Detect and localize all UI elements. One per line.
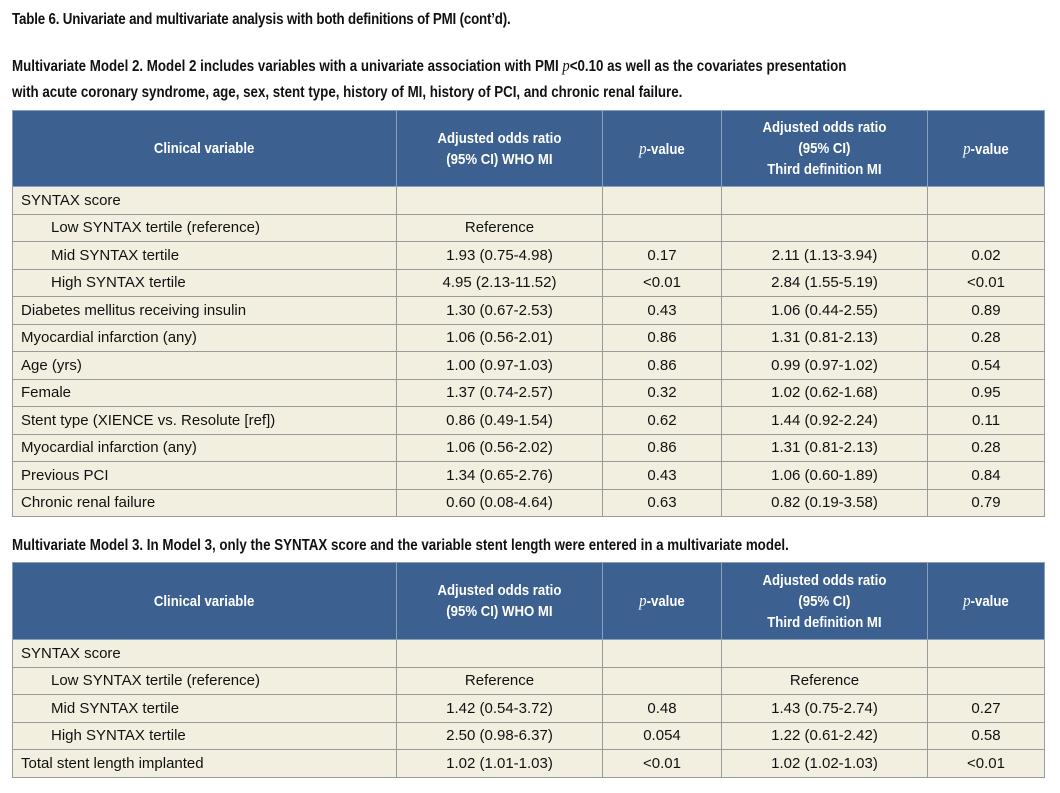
cell-or-who: 1.30 (0.67-2.53): [397, 297, 603, 325]
header-or-third: Adjusted odds ratio (95% CI) Third definition MI: [722, 111, 928, 187]
cell-or-who: [397, 640, 603, 668]
table-row: [13, 640, 1045, 668]
cell-p-third: 0.79: [928, 489, 1045, 517]
cell-p-who: 0.86: [603, 352, 722, 380]
cell-clinical-variable: Female: [13, 379, 397, 407]
cell-or-third: 1.06 (0.44-2.55): [722, 297, 928, 325]
cell-p-who: <0.01: [603, 750, 722, 778]
table-row: [13, 695, 1045, 723]
cell-p-who: 0.43: [603, 462, 722, 490]
model2-caption-part2: <0.10 as well as the covariates presentation: [569, 58, 847, 75]
cell-p-who: [603, 187, 722, 215]
header-clinical-variable: Clinical variable: [13, 111, 397, 187]
cell-clinical-variable: High SYNTAX tertile: [13, 269, 397, 297]
header-p-who: p-value: [603, 563, 722, 640]
table-row: [13, 379, 1045, 407]
table-row: [13, 269, 1045, 297]
cell-or-third: 2.11 (1.13-3.94): [722, 242, 928, 270]
cell-p-who: 0.86: [603, 324, 722, 352]
model2-caption-p: p: [562, 56, 570, 75]
cell-clinical-variable: SYNTAX score: [13, 640, 397, 668]
cell-p-who: 0.62: [603, 407, 722, 435]
model2-table: [12, 110, 1045, 517]
cell-or-who: Reference: [397, 667, 603, 695]
cell-or-who: 1.93 (0.75-4.98): [397, 242, 603, 270]
cell-clinical-variable: Previous PCI: [13, 462, 397, 490]
cell-p-third: 0.11: [928, 407, 1045, 435]
model2-header-row: [13, 111, 1045, 187]
cell-p-third: 0.28: [928, 324, 1045, 352]
table-row: [13, 489, 1045, 517]
cell-or-who: 1.00 (0.97-1.03): [397, 352, 603, 380]
table-row: [13, 187, 1045, 215]
table-row: [13, 242, 1045, 270]
header-clinical-variable: Clinical variable: [13, 563, 397, 640]
cell-p-third: <0.01: [928, 750, 1045, 778]
cell-or-who: 1.06 (0.56-2.02): [397, 434, 603, 462]
cell-p-who: 0.48: [603, 695, 722, 723]
table-row: [13, 462, 1045, 490]
cell-or-third: 0.82 (0.19-3.58): [722, 489, 928, 517]
cell-or-third: 1.02 (1.02-1.03): [722, 750, 928, 778]
header-p-who: p-value: [603, 111, 722, 187]
cell-or-third: 2.84 (1.55-5.19): [722, 269, 928, 297]
cell-or-third: [722, 640, 928, 668]
cell-or-who: Reference: [397, 214, 603, 242]
cell-or-third: 1.43 (0.75-2.74): [722, 695, 928, 723]
cell-or-third: [722, 214, 928, 242]
cell-or-third: Reference: [722, 667, 928, 695]
model3-table-body: [13, 640, 1045, 778]
model2-caption-line1: [12, 53, 846, 80]
cell-p-who: 0.43: [603, 297, 722, 325]
cell-clinical-variable: Chronic renal failure: [13, 489, 397, 517]
cell-p-third: [928, 640, 1045, 668]
cell-clinical-variable: Mid SYNTAX tertile: [13, 242, 397, 270]
cell-or-who: 1.34 (0.65-2.76): [397, 462, 603, 490]
table-title: Table 6. Univariate and multivariate analysis with both definitions of PMI (cont’d).: [12, 11, 511, 28]
table-row: [13, 750, 1045, 778]
cell-p-who: 0.86: [603, 434, 722, 462]
cell-p-third: [928, 667, 1045, 695]
cell-p-third: 0.28: [928, 434, 1045, 462]
cell-p-who: 0.054: [603, 722, 722, 750]
cell-clinical-variable: High SYNTAX tertile: [13, 722, 397, 750]
model3-header-row: [13, 563, 1045, 640]
cell-or-third: 1.02 (0.62-1.68): [722, 379, 928, 407]
cell-or-third: 0.99 (0.97-1.02): [722, 352, 928, 380]
model3-caption: Multivariate Model 3. In Model 3, only the SYNTAX score and the variable stent length were entered in a multivariate model.: [12, 537, 789, 554]
cell-or-third: 1.44 (0.92-2.24): [722, 407, 928, 435]
cell-or-third: [722, 187, 928, 215]
cell-clinical-variable: Low SYNTAX tertile (reference): [13, 667, 397, 695]
table-row: [13, 722, 1045, 750]
cell-clinical-variable: Mid SYNTAX tertile: [13, 695, 397, 723]
table-row: [13, 352, 1045, 380]
cell-or-who: 0.60 (0.08-4.64): [397, 489, 603, 517]
table-row: [13, 297, 1045, 325]
cell-clinical-variable: Age (yrs): [13, 352, 397, 380]
cell-clinical-variable: Total stent length implanted: [13, 750, 397, 778]
cell-or-who: 1.37 (0.74-2.57): [397, 379, 603, 407]
cell-clinical-variable: Low SYNTAX tertile (reference): [13, 214, 397, 242]
cell-p-who: [603, 640, 722, 668]
cell-p-who: 0.32: [603, 379, 722, 407]
cell-p-who: [603, 667, 722, 695]
model3-table: [12, 562, 1045, 778]
cell-or-third: 1.31 (0.81-2.13): [722, 324, 928, 352]
table-row: [13, 324, 1045, 352]
table-row: [13, 434, 1045, 462]
table-row: [13, 214, 1045, 242]
cell-p-third: 0.89: [928, 297, 1045, 325]
cell-p-third: 0.27: [928, 695, 1045, 723]
table-row: [13, 667, 1045, 695]
cell-p-third: 0.54: [928, 352, 1045, 380]
cell-or-third: 1.31 (0.81-2.13): [722, 434, 928, 462]
header-p-third: p-value: [928, 563, 1045, 640]
cell-clinical-variable: Stent type (XIENCE vs. Resolute [ref]): [13, 407, 397, 435]
cell-p-third: <0.01: [928, 269, 1045, 297]
model2-caption-part1: Multivariate Model 2. Model 2 includes variables with a univariate association with PMI: [12, 58, 563, 75]
cell-or-who: [397, 187, 603, 215]
cell-p-third: 0.58: [928, 722, 1045, 750]
cell-p-third: [928, 214, 1045, 242]
cell-or-who: 2.50 (0.98-6.37): [397, 722, 603, 750]
cell-or-who: 1.02 (1.01-1.03): [397, 750, 603, 778]
header-or-who: Adjusted odds ratio (95% CI) WHO MI: [397, 111, 603, 187]
cell-or-who: 1.42 (0.54-3.72): [397, 695, 603, 723]
cell-or-third: 1.22 (0.61-2.42): [722, 722, 928, 750]
cell-or-who: 1.06 (0.56-2.01): [397, 324, 603, 352]
header-or-who: Adjusted odds ratio (95% CI) WHO MI: [397, 563, 603, 640]
cell-or-who: 0.86 (0.49-1.54): [397, 407, 603, 435]
cell-clinical-variable: Myocardial infarction (any): [13, 434, 397, 462]
cell-clinical-variable: SYNTAX score: [13, 187, 397, 215]
header-or-third: Adjusted odds ratio (95% CI) Third definition MI: [722, 563, 928, 640]
table-row: [13, 407, 1045, 435]
cell-p-who: <0.01: [603, 269, 722, 297]
cell-p-third: 0.02: [928, 242, 1045, 270]
cell-or-third: 1.06 (0.60-1.89): [722, 462, 928, 490]
cell-clinical-variable: Diabetes mellitus receiving insulin: [13, 297, 397, 325]
cell-p-who: 0.63: [603, 489, 722, 517]
header-p-third: p-value: [928, 111, 1045, 187]
cell-p-third: [928, 187, 1045, 215]
model2-table-body: [13, 187, 1045, 517]
cell-p-who: [603, 214, 722, 242]
model2-caption: [12, 53, 846, 106]
cell-clinical-variable: Myocardial infarction (any): [13, 324, 397, 352]
cell-p-third: 0.84: [928, 462, 1045, 490]
cell-or-who: 4.95 (2.13-11.52): [397, 269, 603, 297]
model2-caption-line2: with acute coronary syndrome, age, sex, stent type, history of MI, history of PCI, and chronic renal failure.: [12, 84, 683, 101]
cell-p-third: 0.95: [928, 379, 1045, 407]
cell-p-who: 0.17: [603, 242, 722, 270]
